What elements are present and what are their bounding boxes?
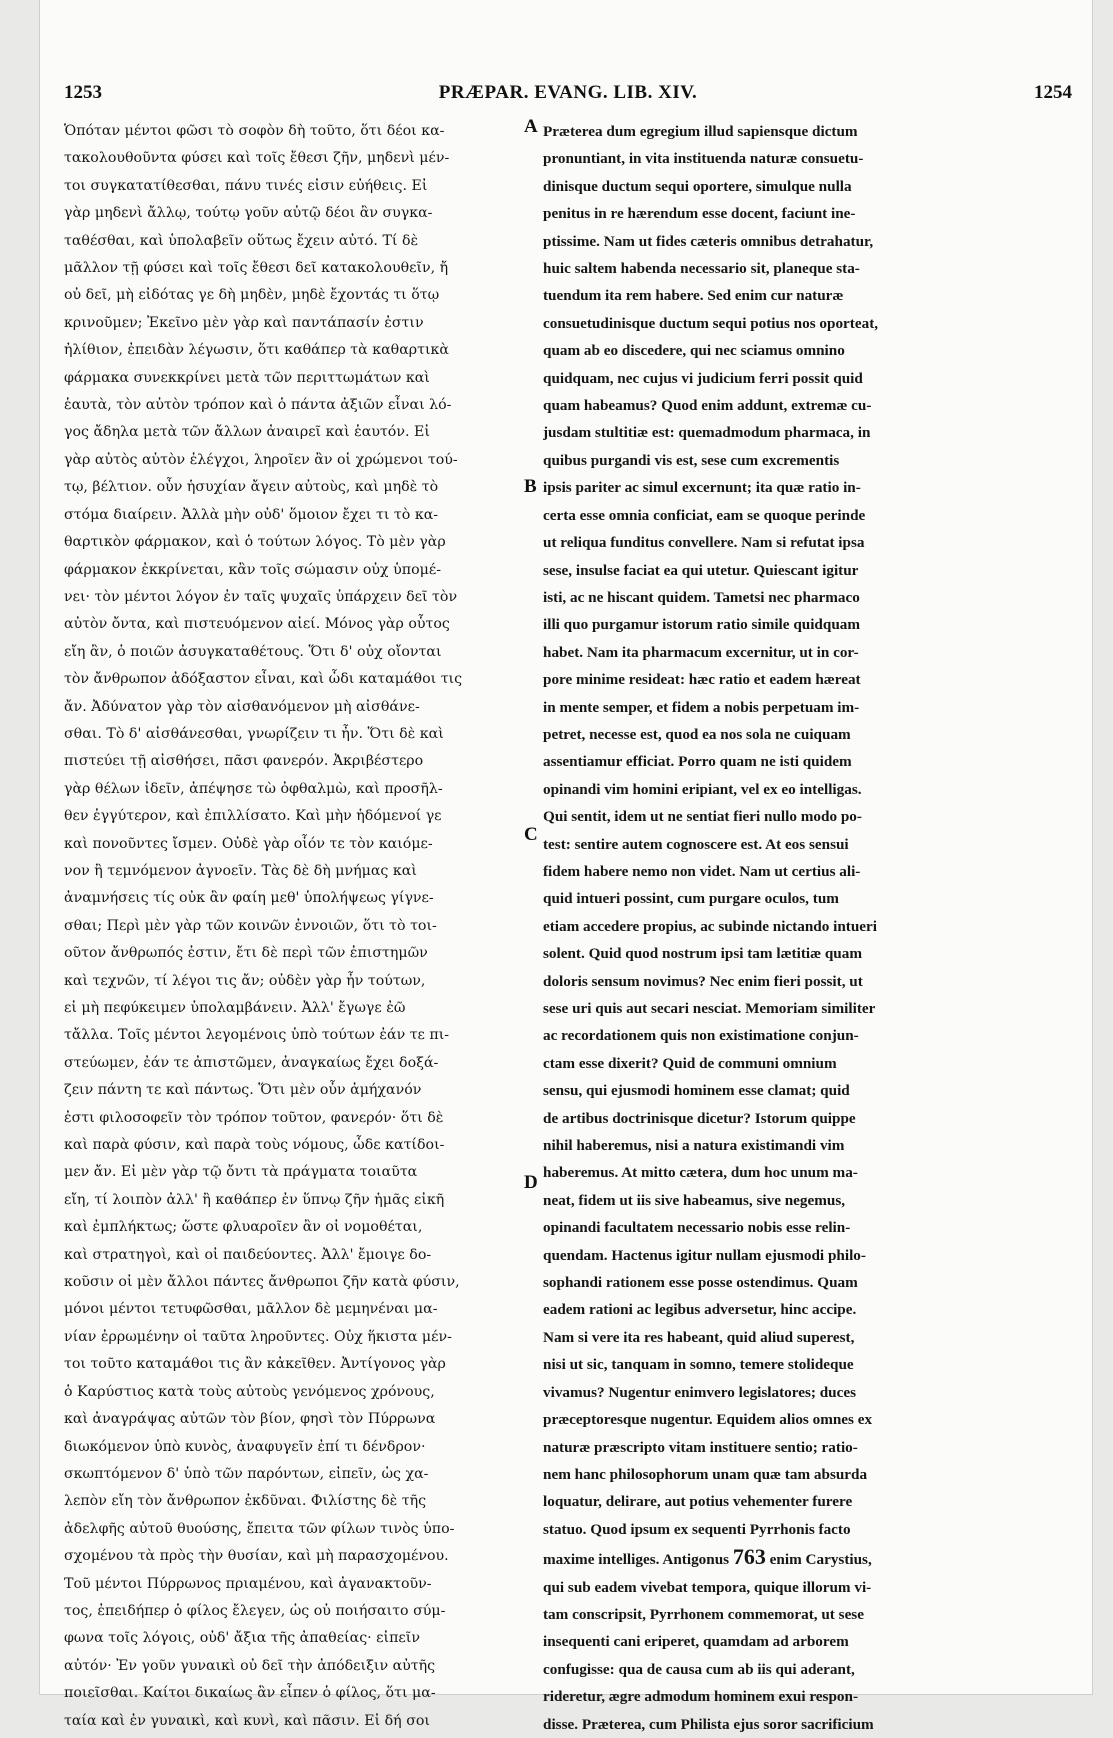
latin-line-text: pronuntiant, in vita instituenda naturæ consuetu- (543, 150, 864, 168)
latin-line-text: ut reliqua funditus convellere. Nam si refutat ipsa (543, 534, 865, 552)
greek-text-line: εἴη, τί λοιπὸν ἀλλ' ἢ καθάπερ ἐν ὕπνῳ ζῆν ἡμᾶς εἰκῆ (64, 1191, 445, 1208)
greek-text-line: εἴη ἂν, ὁ ποιῶν ἀσυγκαταθέτους. Ὅτι δ' οὐχ οἴονται (64, 643, 442, 660)
latin-text-line (543, 1601, 1071, 1628)
latin-line-text: ac recordationem quis non existimatione conjun- (543, 1027, 859, 1045)
latin-line-text: quid intueri possint, cum purgare oculos, tum (543, 890, 839, 908)
section-marker-d: D (524, 1172, 538, 1193)
latin-line-text: Qui sentit, idem ut ne sentiat fieri nullo modo po- (543, 808, 862, 826)
latin-line-text: ipsis pariter ac simul excernunt; ita quæ ratio in- (543, 479, 861, 497)
latin-text-line (543, 611, 1071, 638)
latin-text-line (543, 1077, 1071, 1104)
page-header (64, 82, 1072, 106)
latin-text-line (543, 1379, 1071, 1406)
latin-line-text: neat, fidem ut iis sive habeamus, sive negemus, (543, 1191, 846, 1209)
greek-text-line: κοῦσιν οἱ μὲν ἄλλοι πάντες ἄνθρωποι ζῆν κατὰ φύσιν, (64, 1274, 460, 1291)
greek-text-line: φάρμακον ἐκκρίνεται, κἂν τοῖς σώμασιν οὐχ ὑπομέ- (64, 561, 441, 578)
latin-text-line (543, 474, 1071, 501)
greek-text-line: κρινοῦμεν; Ἐκεῖνο μὲν γὰρ καὶ παντάπασίν ἐστιν (64, 314, 424, 331)
latin-line-text: ctam esse dixerit? Quid de communi omnium (543, 1054, 837, 1072)
greek-text-line: γος ἄδηλα μετὰ τῶν ἄλλων ἀναιρεῖ καὶ ἑαυτόν. Εἰ (64, 424, 430, 441)
running-title: PRÆPAR. EVANG. LIB. XIV. (438, 82, 698, 103)
greek-text-line: ταία καὶ ἐν γυναικὶ, καὶ κυνὶ, καὶ πᾶσιν. Εἰ δή σοι (64, 1712, 430, 1729)
latin-line-text: assentiamur efficiat. Porro quam ne isti quidem (543, 753, 852, 771)
latin-text-line (543, 145, 1071, 172)
latin-line-text: disse. Præterea, cum Philista ejus soror sacrificium (543, 1715, 874, 1733)
greek-text-line: στεύωμεν, ἐάν τε ἀπιστῶμεν, ἀναγκαίως ἔχει δοξά- (64, 1054, 439, 1071)
latin-text-line (543, 831, 1071, 858)
latin-text-line (543, 1351, 1071, 1378)
latin-text-line (543, 1132, 1071, 1159)
latin-line-text: tuendum ita rem habere. Sed enim cur naturæ (543, 287, 844, 305)
greek-text-line: φάρμακα συνεκκρίνει μετὰ τῶν περιττωμάτων καὶ (64, 369, 430, 386)
latin-line-text: sophandi rationem esse posse ostendimus. Quam (543, 1274, 858, 1292)
latin-line-text: jusdam stultitiæ est: quemadmodum pharmaca, in (543, 424, 871, 442)
greek-text-line: αὐτὸν ὄντα, καὶ πιστευόμενον αἰεί. Μόνος γὰρ οὗτος (64, 616, 450, 633)
latin-line-text: in mente semper, et fidem a nobis perpetuam im- (543, 698, 860, 716)
section-marker-b: B (524, 476, 537, 497)
latin-line-text: solent. Quid quod nostrum ipsi tam lætitiæ quam (543, 945, 862, 963)
greek-text-line: εἰ μὴ πεφύκειμεν ὑπολαμβάνειν. Ἀλλ' ἔγωγε ἐῶ (64, 1000, 406, 1016)
latin-text-line (543, 1406, 1071, 1433)
latin-line-text: statuo. Quod ipsum ex sequenti Pyrrhonis facto (543, 1520, 851, 1538)
latin-text-line (543, 584, 1071, 611)
latin-text-line (543, 1105, 1071, 1132)
greek-text-line: τοι τοῦτο καταμάθοι τις ἂν κἀκεῖθεν. Ἀντίγονος γὰρ (64, 1356, 446, 1373)
greek-text-line: σθαι. Τὸ δ' αἰσθάνεσθαι, γνωρίζειν τι ἦν. Ὅτι δὲ καὶ (64, 725, 444, 742)
latin-line-text: quendam. Hactenus igitur nullam ejusmodi philo- (543, 1246, 866, 1264)
greek-text-line: ζειν πάντη τε καὶ πάντως. Ὅτι μὲν οὖν ἀμήχανόν (64, 1082, 422, 1099)
greek-text-line: Τοῦ μέντοι Πύρρωνος πριαμένου, καὶ ἀγανακτοῦν- (64, 1575, 432, 1592)
latin-text-line (543, 337, 1071, 364)
latin-text-line (543, 1434, 1071, 1461)
greek-text-line: τὸν ἄνθρωπον ἀδόξαστον εἶναι, καὶ ὧδι καταμάθοι τις (64, 671, 463, 688)
greek-text-line: ἐστι φιλοσοφεῖν τὸν τρόπον τοῦτον, φανερόν· ὅτι δὲ (64, 1109, 444, 1126)
latin-text-line (543, 666, 1071, 693)
greek-text-line: νον ἢ τεμνόμενον ἀγνοεῖν. Τὰς δὲ δὴ μνήμας καὶ (64, 862, 417, 879)
latin-line-text: naturæ præscripto vitam instituere sentio; ratio- (543, 1438, 858, 1456)
greek-text-line: γὰρ θέλων ἰδεῖν, ἀπέψησε τὼ ὀφθαλμὼ, καὶ προσῆλ- (64, 780, 443, 797)
latin-text-line (543, 1711, 1071, 1738)
latin-line-text: Nam si vere ita res habeant, quid aliud superest, (543, 1328, 855, 1346)
latin-line-text: etiam accedere propius, ac subinde nictando intueri (543, 917, 877, 935)
greek-text-line: σθαι; Περὶ μὲν γὰρ τῶν κοινῶν ἐννοιῶν, ὅτι τὸ τοι- (64, 917, 437, 934)
latin-text-line (543, 1242, 1071, 1269)
page-number-right: 1254 (1034, 82, 1072, 103)
latin-line-text: insequenti cani eriperet, quamdam ad arborem (543, 1633, 849, 1651)
greek-text-line: ἀδελφῆς αὐτοῦ θυούσης, ἔπειτα τῶν φίλων τινὸς ὑπο- (64, 1520, 455, 1537)
page-number-left: 1253 (64, 82, 102, 103)
latin-text-line (543, 1543, 1071, 1573)
latin-line-text: quidquam, nec cujus vi judicium ferri possit quid (543, 369, 863, 387)
latin-text-line (543, 995, 1071, 1022)
greek-text-line: τακολουθοῦντα φύσει καὶ τοῖς ἔθεσι ζῆν, μηδενὶ μέν- (64, 150, 450, 167)
greek-text-line: καὶ τεχνῶν, τί λέγοι τις ἄν; οὐδὲν γὰρ ἦν τούτων, (64, 972, 426, 989)
latin-text-line (543, 1656, 1071, 1683)
greek-text-line: σκωπτόμενον δ' ὑπὸ τῶν παρόντων, εἰπεῖν, ὡς χα- (64, 1465, 429, 1482)
latin-line-text: nem hanc philosophorum unam quæ tam absurda (543, 1465, 868, 1483)
latin-line-text: isti, ac ne hiscant quidem. Tametsi nec pharmaco (543, 588, 860, 606)
latin-line-text: test: sentire autem cognoscere est. At eos sensui (543, 835, 849, 853)
latin-text-line (543, 228, 1071, 255)
latin-line-text: opinandi vim homini eripiant, vel ex eo intelligas. (543, 780, 862, 798)
latin-line-text: tam conscripsit, Pyrrhonem commemorat, ut sese (543, 1605, 864, 1623)
greek-text-line: ταθέσθαι, καὶ ὑπολαβεῖν οὕτως ἔχειν αὐτό. Τί δὲ (64, 232, 419, 249)
greek-text-line: οὐ δεῖ, μὴ εἰδότας γε δὴ μηδὲν, μηδὲ ἔχοντάς τι ὅτῳ (64, 287, 440, 304)
latin-line-text: sensu, qui ejusmodi hominem esse clamat; quid (543, 1082, 850, 1100)
greek-text-line: μεν ἄν. Εἰ μὲν γὰρ τῷ ὄντι τὰ πράγματα τοιαῦτα (64, 1164, 418, 1181)
latin-text-line (543, 803, 1071, 830)
greek-text-line: μόνοι μέντοι τετυφῶσθαι, μᾶλλον δὲ μεμηνέναι μα- (64, 1301, 438, 1318)
latin-line-text: petret, necesse est, quod ea nos sola ne cuiquam (543, 725, 851, 743)
latin-line-text: præceptoresque nugentur. Equidem alios omnes ex (543, 1411, 873, 1429)
folio-number: 763 (732, 1544, 766, 1570)
latin-line-text: Præterea dum egregium illud sapiensque dictum (543, 123, 858, 140)
greek-text-line: τῳ, βέλτιον. οὖν ἡσυχίαν ἄγειν αὐτοὺς, καὶ μηδὲ τὸ (64, 479, 439, 496)
latin-text-line (543, 858, 1071, 885)
latin-text-line (543, 748, 1071, 775)
latin-text-line (543, 721, 1071, 748)
latin-line-continuation: enim Carystius, (765, 1551, 872, 1569)
latin-line-text: quibus purgandi vis est, sese cum excrementis (543, 451, 840, 469)
latin-line-text: loquatur, delirare, aut potius vehementer furere (543, 1493, 853, 1511)
greek-text-line: ἀναμνήσεις τίς οὐκ ἂν φαίη μεθ' ὑπολήψεως γίγνε- (64, 890, 434, 907)
latin-line-text: vivamus? Nugentur enimvero legislatores; duces (543, 1383, 857, 1401)
latin-line-text: sese, insulse faciat ea qui utetur. Quiescant igitur (543, 561, 859, 579)
greek-text-line: ποιεῖσθαι. Καίτοι δικαίως ἂν εἶπεν ὁ φίλος, ὅτι μα- (64, 1685, 436, 1702)
latin-text-line (543, 419, 1071, 446)
latin-text-line (543, 310, 1071, 337)
greek-text-line: φωνα τοῖς λόγοις, οὐδ' ἄξια τῆς ἀπαθείας· εἰπεῖν (64, 1630, 420, 1647)
greek-text-line: νει· τὸν μέντοι λόγον ἐν ταῖς ψυχαῖς ὑπάρχειν δεῖ τὸν (64, 588, 458, 605)
latin-line-text: habet. Nam ita pharmacum excernitur, ut in cor- (543, 643, 859, 661)
latin-text-line (543, 529, 1071, 556)
latin-text-line (543, 392, 1071, 419)
greek-text-line: τἄλλα. Τοῖς μέντοι λεγομένοις ὑπὸ τούτων ἐάν τε πι- (64, 1027, 450, 1044)
latin-text-line (543, 776, 1071, 803)
greek-text-line: ἄν. Ἀδύνατον γὰρ τὸν αἰσθανόμενον μὴ αἰσθάνε- (64, 698, 420, 715)
greek-text-line: θεν ἐγγύτερον, καὶ ἐπιλλίσατο. Καὶ μὴν ἡδόμενοί γε (64, 808, 442, 825)
greek-text-line: μᾶλλον τῇ φύσει καὶ τοῖς ἔθεσι δεῖ κατακολουθεῖν, ἤ (64, 260, 449, 277)
latin-text-line (543, 282, 1071, 309)
greek-text-line: γὰρ μηδενὶ ἄλλῳ, τούτῳ γοῦν αὐτῷ δέοι ἂν συγκα- (64, 205, 433, 222)
greek-text-line: στόμα διαίρειν. Ἀλλὰ μὴν οὐδ' ὅμοιον ἔχει τι τὸ κα- (64, 506, 439, 523)
latin-text-line (543, 1683, 1071, 1710)
latin-line-text: penitus in re hærendum esse docent, faciunt ine- (543, 205, 856, 223)
greek-text-line: καὶ πονοῦντες ἴσμεν. Οὐδὲ γὰρ οἷόν τε τὸν καιόμε- (64, 835, 433, 852)
latin-line-text: qui sub eadem vivebat tempora, quique illorum vi- (543, 1578, 872, 1596)
latin-text-line (543, 1296, 1071, 1323)
greek-text-line: Ὁπόταν μέντοι φῶσι τὸ σοφὸν δὴ τοῦτο, ὅτι δέοι κα- (64, 123, 445, 139)
latin-line-text: huic saltem habenda necessario sit, planeque sta- (543, 260, 860, 278)
greek-text-line: οῦτον ἄνθρωπός ἐστιν, ἔτι δὲ περὶ τῶν ἐπιστημῶν (64, 945, 428, 962)
greek-text-line: τος, ἐπειδήπερ ὁ φίλος ἔλεγεν, ὡς οὐ ποιήσαιτο σύμ- (64, 1602, 446, 1619)
greek-text-line: καὶ ἐμπλήκτως; ὥστε φλυαροῖεν ἂν οἱ νομοθέται, (64, 1219, 423, 1236)
latin-line-text: pore minime resideat: hæc ratio et eadem hæreat (543, 671, 861, 689)
latin-text-line (543, 885, 1071, 912)
latin-line-text: maxime intelliges. Antigonus (543, 1551, 730, 1569)
latin-line-text: sese uri quis aut secari nesciat. Memoriam similiter (543, 1000, 876, 1017)
greek-text-line: πιστεύει τῇ αἰσθήσει, πᾶσι φανερόν. Ἀκριβέστερο (64, 753, 424, 770)
latin-text-line (543, 255, 1071, 282)
latin-line-text: opinandi facultatem necessario nobis esse relin- (543, 1219, 851, 1237)
latin-line-text: quam ab eo discedere, qui nec sciamus omnino (543, 342, 845, 360)
latin-text-line (543, 694, 1071, 721)
latin-text-line (543, 968, 1071, 995)
latin-text-line (543, 1461, 1071, 1488)
section-marker-c: C (524, 824, 538, 845)
latin-line-text: confugisse: qua de causa cum ab iis qui aderant, (543, 1660, 855, 1678)
latin-text-line (543, 1574, 1071, 1601)
latin-text-line (543, 1628, 1071, 1655)
book-page (40, 0, 1092, 1733)
latin-text-line (543, 1050, 1071, 1077)
greek-text-line: λεπὸν εἴη τὸν ἄνθρωπον ἐκδῦναι. Φιλίστης δὲ τῆς (64, 1493, 427, 1510)
latin-line-text: eadem rationi ac legibus adversetur, hinc accipe. (543, 1301, 857, 1319)
latin-line-text: doloris sensum novimus? Nec enim fieri possit, ut (543, 972, 863, 990)
latin-text-line (543, 1187, 1071, 1214)
latin-text-line (543, 365, 1071, 392)
latin-column (543, 118, 1071, 1738)
greek-text-line: τοι συγκατατίθεσθαι, πάνυ τινές εἰσιν εὐήθεις. Εἰ (64, 177, 428, 194)
latin-text-line (543, 1022, 1071, 1049)
greek-text-line: ἑαυτὰ, τὸν αὐτὸν τρόπον καὶ ὁ πάντα ἀξιῶν εἶναι λό- (64, 397, 452, 414)
greek-text-line: νίαν ἐρρωμένην οἱ ταῦτα ληροῦντες. Οὐχ ἥκιστα μέν- (64, 1328, 452, 1345)
latin-text-line (543, 1214, 1071, 1241)
latin-line-text: de artibus doctrinisque dicetur? Istorum quippe (543, 1109, 856, 1127)
latin-line-text: certa esse omnia conficiat, eam se quoque perinde (543, 506, 866, 524)
latin-text-line (543, 940, 1071, 967)
greek-text-line: καὶ παρὰ φύσιν, καὶ παρὰ τοὺς νόμους, ὧδε κατίδοι- (64, 1137, 445, 1154)
greek-text-line: γὰρ αὐτὸς αὑτὸν ἐλέγχοι, ληροῖεν ἂν οἱ χρώμενοι τού- (64, 451, 458, 468)
latin-text-line (543, 913, 1071, 940)
latin-text-line (543, 1488, 1071, 1515)
latin-line-text: rideretur, ægre admodum hominem exui respon- (543, 1688, 858, 1706)
greek-text-line: διωκόμενον ὑπὸ κυνὸς, ἀναφυγεῖν ἐπί τι δένδρον· (64, 1438, 426, 1455)
greek-column (64, 118, 504, 1735)
latin-line-text: haberemus. At mitto cætera, dum hoc unum ma- (543, 1164, 858, 1182)
latin-line-text: illi quo purgamur istorum ratio simile quidquam (543, 616, 861, 634)
latin-text-line (543, 447, 1071, 474)
greek-text-line: καὶ στρατηγοὶ, καὶ οἱ παιδεύοντες. Ἀλλ' ἔμοιγε δο- (64, 1246, 432, 1263)
latin-line-text: dinisque ductum sequi oportere, simulque nulla (543, 177, 852, 195)
latin-text-line (543, 173, 1071, 200)
latin-text-line (543, 639, 1071, 666)
latin-line-text: fidem habere nemo non videt. Nam ut certius ali- (543, 862, 861, 880)
latin-text-line (543, 1269, 1071, 1296)
greek-text-line: σχομένου τὰ πρὸς τὴν θυσίαν, καὶ μὴ παρασχομένου. (64, 1548, 449, 1565)
latin-text-line (543, 1516, 1071, 1543)
latin-line-text: nihil haberemus, nisi a natura existimandi vim (543, 1137, 845, 1155)
greek-text-line: θαρτικὸν φάρμακον, καὶ ὁ τούτων λόγος. Τὸ μὲν γὰρ (64, 534, 446, 551)
latin-line-text: nisi ut sic, tanquam in somno, temere stolideque (543, 1356, 854, 1374)
greek-text-line: ἠλίθιον, ἐπειδὰν λέγωσιν, ὅτι καθάπερ τὰ καθαρτικὰ (64, 342, 450, 359)
latin-text-line (543, 118, 1071, 145)
latin-line-text: quam habeamus? Quod enim addunt, extremæ cu- (543, 397, 872, 415)
latin-text-line (543, 200, 1071, 227)
latin-text-line (543, 1159, 1071, 1186)
latin-text-line (543, 557, 1071, 584)
section-marker-a: A (524, 116, 538, 137)
latin-line-text: consuetudinisque ductum sequi potius nos oporteat, (543, 314, 879, 332)
greek-text-line: ὁ Καρύστιος κατὰ τοὺς αὐτοὺς γενόμενος χρόνους, (64, 1383, 435, 1400)
latin-text-line (543, 502, 1071, 529)
greek-text-line: καὶ ἀναγράψας αὐτῶν τὸν βίον, φησὶ τὸν Πύρρωνα (64, 1411, 436, 1428)
latin-line-text: ptissime. Nam ut fides cæteris omnibus detrahatur, (543, 232, 874, 250)
greek-text-line: αὐτόν· Ἐν γοῦν γυναικὶ οὐ δεῖ τὴν ἀπόδειξιν αὐτῆς (64, 1657, 436, 1674)
latin-text-line (543, 1324, 1071, 1351)
